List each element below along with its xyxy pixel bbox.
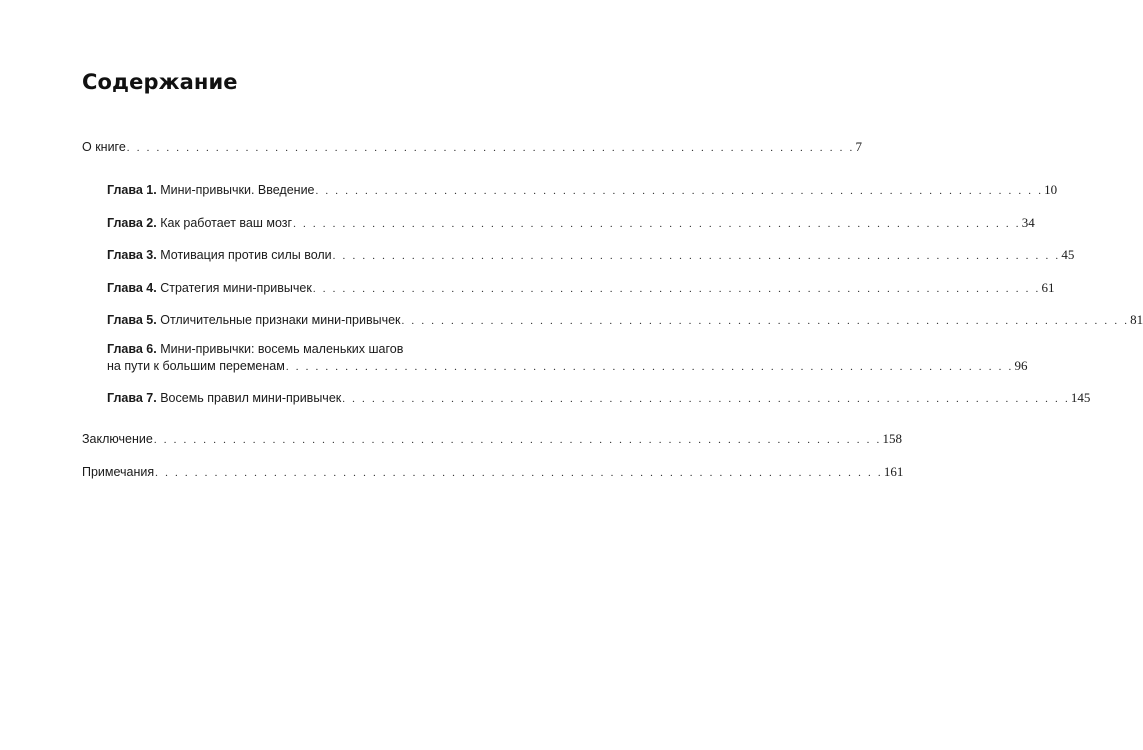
chapter-prefix: Глава 7. <box>107 391 157 405</box>
toc-entry-label <box>107 391 341 406</box>
toc-page-number: 10 <box>1044 182 1058 197</box>
toc-page-number: 161 <box>883 464 904 479</box>
chapter-title: Мотивация против силы воли <box>160 248 332 262</box>
toc-entry-label <box>107 248 332 263</box>
chapter-prefix: Глава 1. <box>107 183 157 197</box>
toc-entry-notes[interactable] <box>82 464 904 481</box>
dot-leader: . . . . . . . . . . . . . . . . . . . . . . . . . . . . . . . . . . . . . . . . . . . . . . . . . . . . . . . . . . . . . . . . . . . . . . . . . . <box>293 218 1021 230</box>
chapter-title: Мини-привычки: восемь маленьких шагов <box>160 342 404 356</box>
chapter-title: Отличительные признаки мини-привычек <box>160 313 401 327</box>
toc-page-number: 145 <box>1070 390 1091 405</box>
dot-leader: . . . . . . . . . . . . . . . . . . . . . . . . . . . . . . . . . . . . . . . . . . . . . . . . . . . . . . . . . . . . . . . . . . . . . . . . . . <box>153 434 882 446</box>
toc-entry-about-book[interactable] <box>82 139 862 156</box>
toc-page-number: 7 <box>855 139 862 154</box>
dot-leader: . . . . . . . . . . . . . . . . . . . . . . . . . . . . . . . . . . . . . . . . . . . . . . . . . . . . . . . . . . . . . . . . . . . . . . . . . . <box>126 142 855 154</box>
chapter-prefix: Глава 4. <box>107 281 157 295</box>
chapter-title: Как работает ваш мозг <box>160 216 293 230</box>
toc-page-number: 61 <box>1041 280 1055 295</box>
toc-page-number: 81 <box>1130 312 1143 327</box>
toc-entry-chapter-2[interactable] <box>107 215 1035 232</box>
toc-entry-conclusion[interactable] <box>82 431 902 448</box>
toc-entry-label: Примечания <box>82 465 155 479</box>
toc-page-number: 158 <box>882 431 902 446</box>
toc-entry-chapter-6-line2[interactable] <box>107 358 1028 375</box>
toc-entry-label <box>107 216 292 231</box>
chapter-prefix: Глава 5. <box>107 313 157 327</box>
toc-entry-label <box>107 183 315 198</box>
chapter-title: Восемь правил мини-привычек <box>160 391 342 405</box>
chapter-title: Мини-привычки. Введение <box>160 183 315 197</box>
toc-page-number: 34 <box>1021 215 1035 230</box>
chapter-prefix: Глава 6. <box>107 342 157 356</box>
toc-entry-chapter-3[interactable] <box>107 247 1075 264</box>
toc-entry-chapter-7[interactable] <box>107 390 1091 407</box>
toc-entry-chapter-6-line1[interactable] <box>107 342 403 357</box>
toc-entry-chapter-4[interactable] <box>107 280 1055 297</box>
dot-leader: . . . . . . . . . . . . . . . . . . . . . . . . . . . . . . . . . . . . . . . . . . . . . . . . . . . . . . . . . . . . . . . . . . . . . . . . . . <box>155 467 883 479</box>
toc-entry-label <box>107 281 312 296</box>
toc-page-number: 96 <box>1014 358 1028 373</box>
toc-entry-chapter-1[interactable] <box>107 182 1058 199</box>
toc-entry-label: Заключение <box>82 432 153 446</box>
dot-leader: . . . . . . . . . . . . . . . . . . . . . . . . . . . . . . . . . . . . . . . . . . . . . . . . . . . . . . . . . . . . . . . . . . . . . . . . . . <box>315 185 1044 197</box>
page-title: Содержание <box>82 70 238 94</box>
toc-entry-label: О книге <box>82 140 126 154</box>
chapter-title: Стратегия мини-привычек <box>160 281 312 295</box>
chapter-prefix: Глава 2. <box>107 216 157 230</box>
chapter-prefix: Глава 3. <box>107 248 157 262</box>
chapter-title-continuation: на пути к большим переменам <box>107 359 285 373</box>
dot-leader: . . . . . . . . . . . . . . . . . . . . . . . . . . . . . . . . . . . . . . . . . . . . . . . . . . . . . . . . . . . . . . . . . . . . . . . . . . <box>312 283 1041 295</box>
dot-leader: . . . . . . . . . . . . . . . . . . . . . . . . . . . . . . . . . . . . . . . . . . . . . . . . . . . . . . . . . . . . . . . . . . . . . . . . . . <box>332 250 1061 262</box>
toc-entry-chapter-5[interactable] <box>107 312 1143 329</box>
dot-leader: . . . . . . . . . . . . . . . . . . . . . . . . . . . . . . . . . . . . . . . . . . . . . . . . . . . . . . . . . . . . . . . . . . . . . . . . . . <box>342 393 1070 405</box>
dot-leader: . . . . . . . . . . . . . . . . . . . . . . . . . . . . . . . . . . . . . . . . . . . . . . . . . . . . . . . . . . . . . . . . . . . . . . . . . . <box>285 361 1014 373</box>
toc-page-number: 45 <box>1061 247 1075 262</box>
dot-leader: . . . . . . . . . . . . . . . . . . . . . . . . . . . . . . . . . . . . . . . . . . . . . . . . . . . . . . . . . . . . . . . . . . . . . . . . . . <box>401 315 1130 327</box>
toc-entry-label <box>107 313 401 328</box>
